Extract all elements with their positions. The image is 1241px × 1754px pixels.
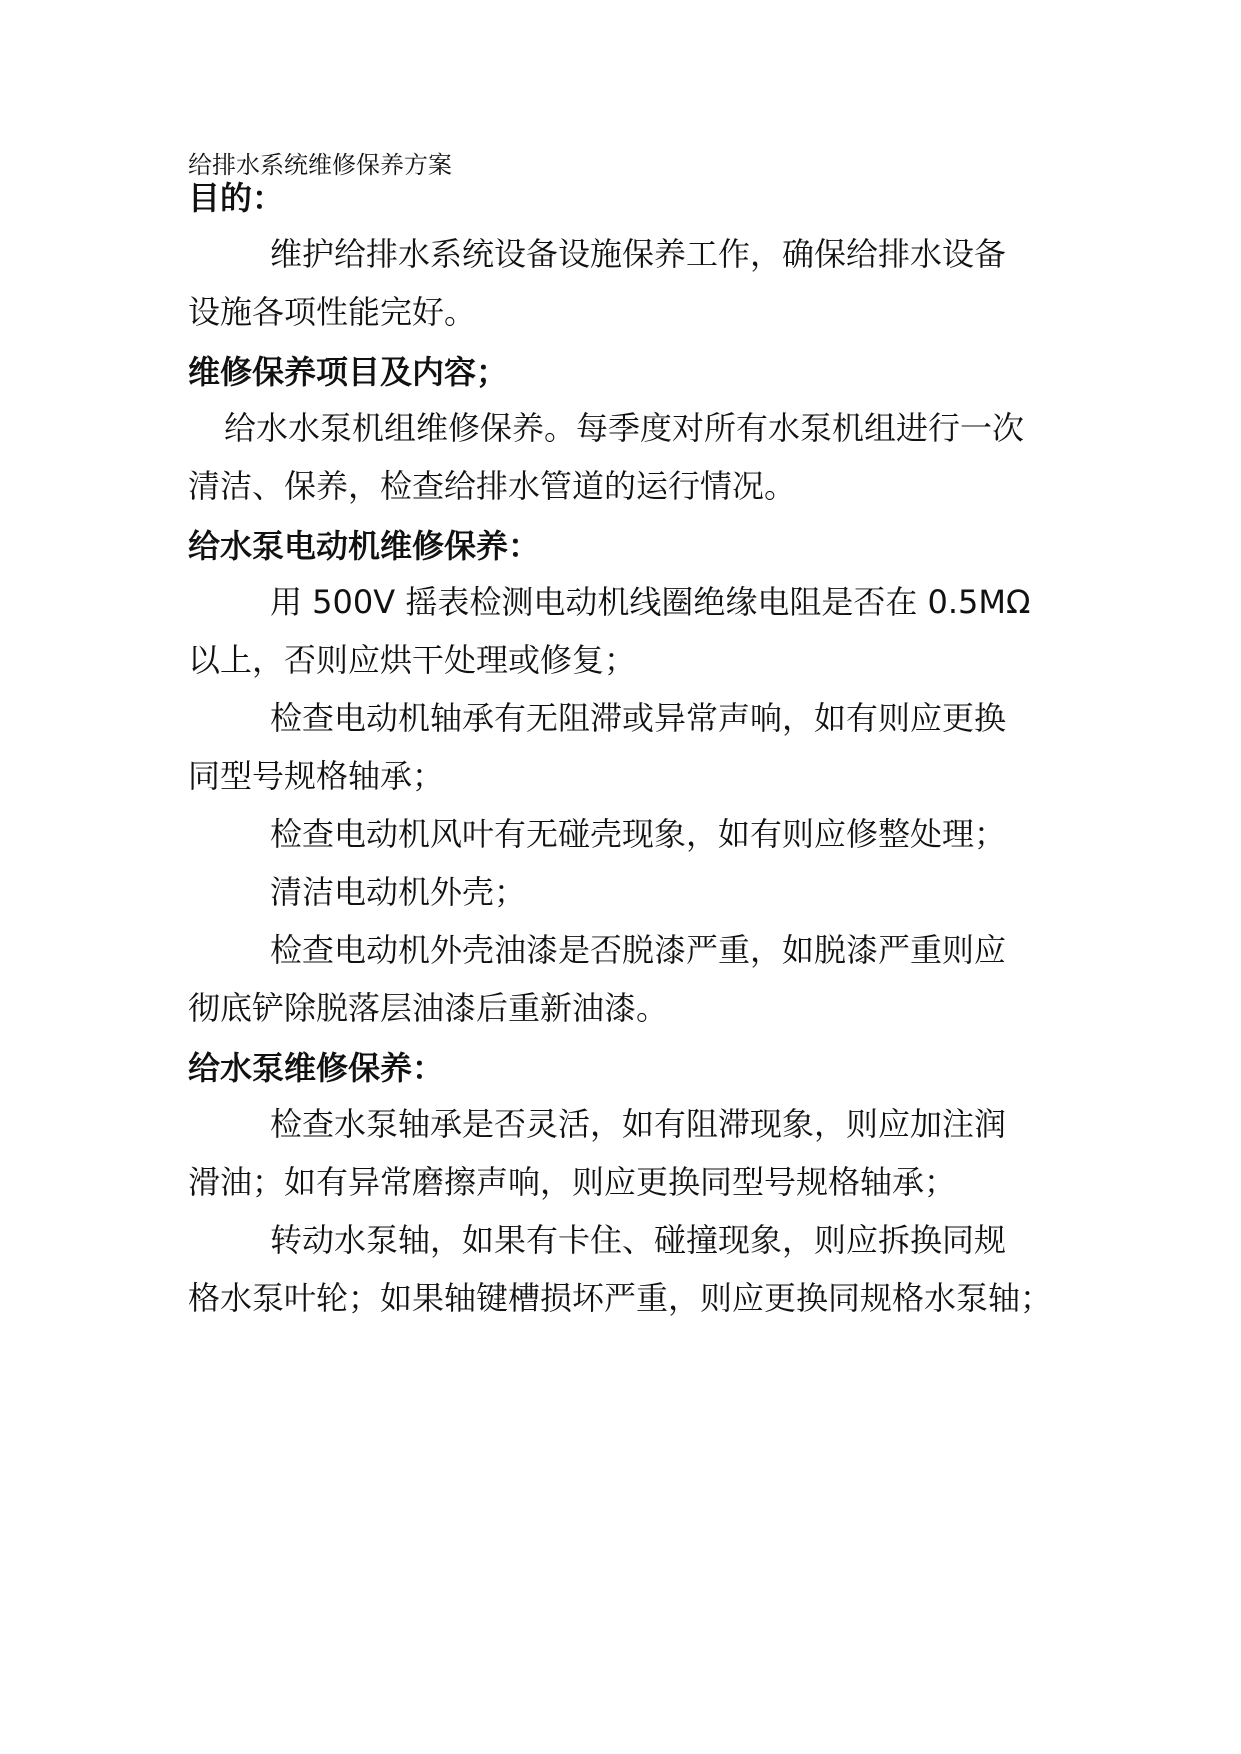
paragraph-line: 用 500V 摇表检测电动机线圈绝缘电阻是否在 0.5MΩ — [270, 583, 1031, 621]
section-heading-purpose: 目的： — [188, 179, 285, 217]
section-heading-motor: 给水泵电动机维修保养： — [188, 527, 541, 565]
section-heading-pump: 给水泵维修保养： — [188, 1049, 445, 1087]
paragraph-line: 格水泵叶轮；如果轴键槽损坏严重，则应更换同规格水泵轴； — [188, 1279, 1053, 1317]
paragraph-line: 同型号规格轴承； — [188, 757, 445, 795]
paragraph-line: 设施各项性能完好。 — [188, 293, 477, 331]
section-heading-items: 维修保养项目及内容； — [188, 353, 509, 391]
paragraph-line: 给水水泵机组维修保养。每季度对所有水泵机组进行一次 — [224, 409, 1025, 447]
paragraph-line: 清洁电动机外壳； — [270, 873, 527, 911]
paragraph-line: 检查电动机轴承有无阻滞或异常声响，如有则应更换 — [270, 699, 1007, 737]
paragraph-line: 维护给排水系统设备设施保养工作，确保给排水设备 — [270, 235, 1007, 273]
paragraph-line: 检查电动机外壳油漆是否脱漆严重，如脱漆严重则应 — [270, 931, 1007, 969]
document-title: 给排水系统维修保养方案 — [188, 151, 452, 179]
paragraph-line: 以上，否则应烘干处理或修复； — [188, 641, 637, 679]
paragraph-line: 检查水泵轴承是否灵活，如有阻滞现象，则应加注润 — [270, 1105, 1007, 1143]
paragraph-line: 滑油；如有异常磨擦声响，则应更换同型号规格轴承； — [188, 1163, 957, 1201]
paragraph-line: 清洁、保养，检查给排水管道的运行情况。 — [188, 467, 797, 505]
paragraph-line: 检查电动机风叶有无碰壳现象，如有则应修整处理； — [270, 815, 1007, 853]
paragraph-line: 彻底铲除脱落层油漆后重新油漆。 — [188, 989, 669, 1027]
paragraph-line: 转动水泵轴，如果有卡住、碰撞现象，则应拆换同规 — [270, 1221, 1007, 1259]
